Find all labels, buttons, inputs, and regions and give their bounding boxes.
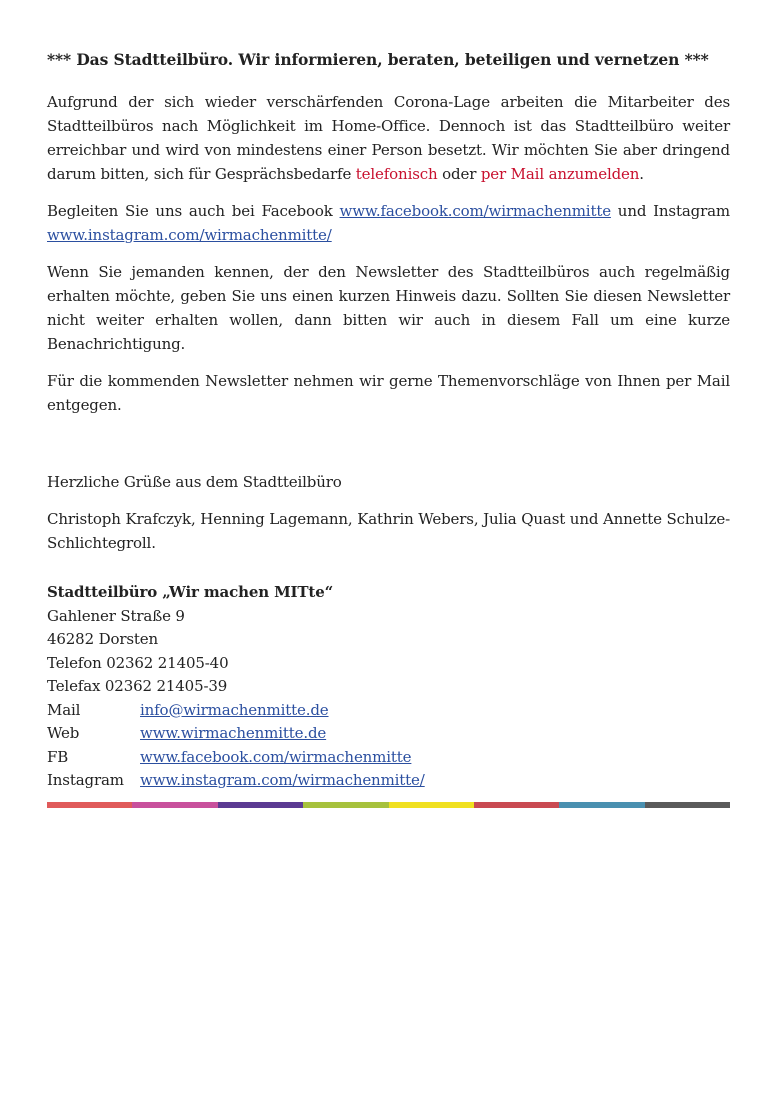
spacer — [47, 430, 730, 470]
fb-link[interactable]: www.facebook.com/wirmachenmitte — [140, 747, 412, 766]
corona-text-end: . — [639, 165, 644, 183]
social-paragraph — [47, 199, 730, 247]
mail-link[interactable]: info@wirmachenmitte.de — [140, 700, 329, 719]
color-bar-segment — [132, 802, 217, 808]
social-text: Begleiten Sie uns auch bei Facebook — [47, 202, 340, 220]
facebook-link[interactable]: www.facebook.com/wirmachenmitte — [339, 202, 611, 220]
topics-paragraph: Für die kommenden Newsletter nehmen wir gerne Themenvorschläge von Ihnen per Mail entgegen. — [47, 372, 730, 414]
color-bar-segment — [303, 802, 388, 808]
phone-number: Telefon 02362 21405-40 — [47, 653, 229, 672]
contact-row-web — [47, 722, 730, 746]
color-bar-segment — [645, 802, 730, 808]
color-bar-segment — [474, 802, 559, 808]
mail-register-link[interactable]: per Mail anzumelden — [480, 165, 640, 183]
contact-label: Instagram — [47, 771, 124, 789]
contact-label: Web — [47, 724, 80, 742]
social-text-middle: und Instagram — [610, 202, 730, 220]
web-link[interactable]: www.wirmachenmitte.de — [140, 724, 327, 742]
newsletter-paragraph: Wenn Sie jemanden kennen, der den Newsletter des Stadtteilbüros auch regelmäßig erhalten möchte, geben Sie uns einen kurzen Hinweis dazu. Sollten Sie diesen Newsletter nicht weiter erhalten wollen, dann bitten wir auch in diesem Fall um eine kurze Benachrichtigung. — [47, 263, 730, 353]
color-bar-segment — [559, 802, 644, 808]
color-bar-segment — [47, 802, 132, 808]
contact-label: FB — [47, 747, 69, 766]
color-bar-segment — [389, 802, 474, 808]
office-name: Stadtteilbüro „Wir machen MITte“ — [47, 583, 334, 601]
contact-row-instagram — [47, 769, 730, 793]
corona-text-middle: oder — [437, 165, 481, 183]
phone-link[interactable]: telefonisch — [355, 165, 438, 183]
color-bar — [47, 802, 730, 808]
fax-number: Telefax 02362 21405-39 — [47, 677, 228, 695]
instagram-contact-link[interactable]: www.instagram.com/wirmachenmitte/ — [140, 771, 425, 789]
city-address: 46282 Dorsten — [47, 630, 159, 648]
instagram-link[interactable]: www.instagram.com/wirmachenmitte/ — [47, 226, 332, 244]
color-bar-segment — [218, 802, 303, 808]
corona-text: Aufgrund der sich wieder verschärfenden Corona-Lage arbeiten die Mitarbeiter des Stadtteilbüros nach Möglichkeit im Home-Office. Dennoch ist das Stadtteilbüro weiter erreichbar und wird von mindestens einer Person besetzt. Wir möchten Sie aber dringend darum bitten, sich für Gesprächsbedarfe — [47, 93, 730, 183]
corona-paragraph — [47, 90, 730, 186]
contact-block — [47, 581, 730, 793]
newsletter-page — [47, 48, 730, 808]
contact-label: Mail — [47, 700, 81, 719]
contact-row-mail — [47, 699, 730, 723]
section-heading: *** Das Stadtteilbüro. Wir informieren, beraten, beteiligen und vernetzen *** — [47, 50, 709, 69]
signatures: Christoph Krafczyk, Henning Lagemann, Kathrin Webers, Julia Quast und Annette Schulze-Schlichtegroll. — [47, 510, 730, 552]
contact-row-fb — [47, 746, 730, 770]
greeting: Herzliche Grüße aus dem Stadtteilbüro — [47, 473, 342, 491]
street-address: Gahlener Straße 9 — [47, 606, 185, 625]
